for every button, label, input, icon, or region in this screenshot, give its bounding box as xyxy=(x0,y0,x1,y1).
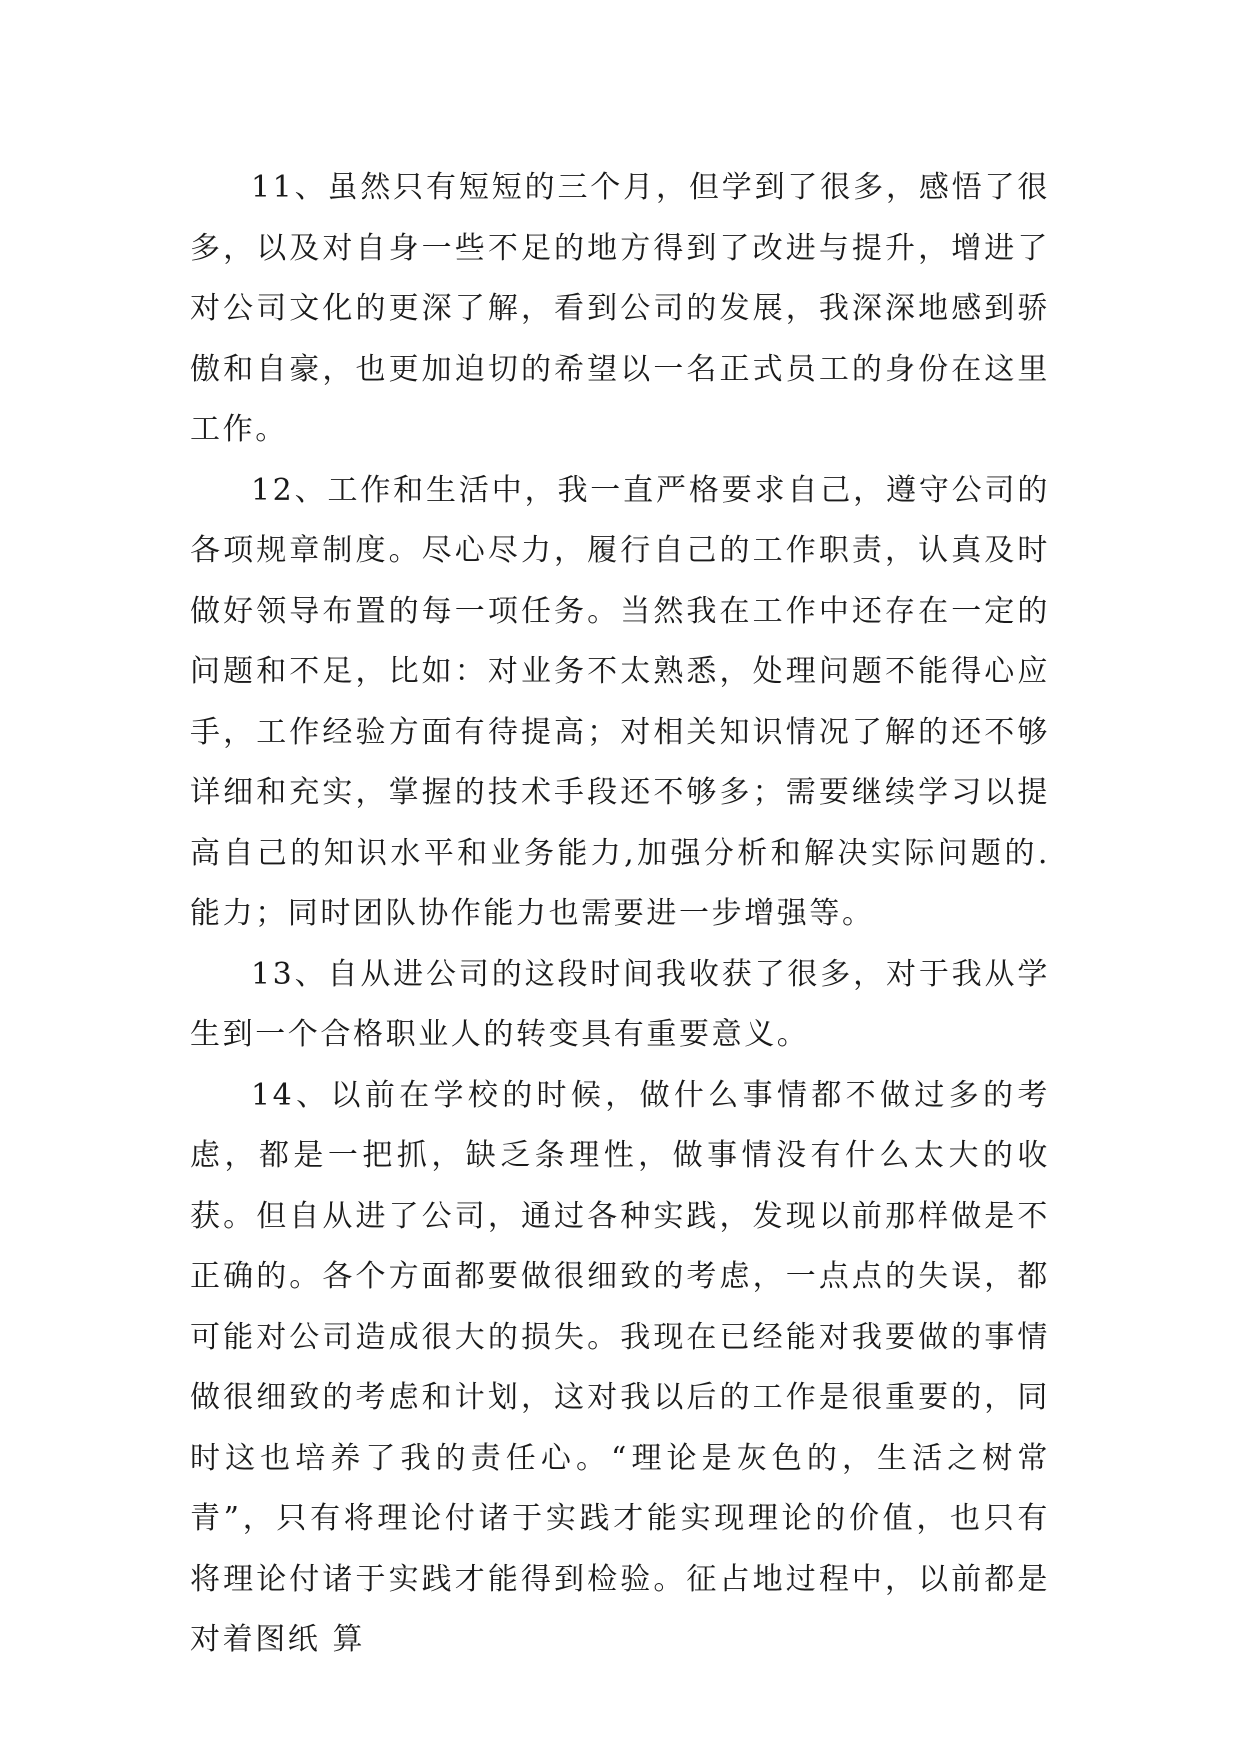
paragraph-14: 14、以前在学校的时候，做什么事情都不做过多的考虑，都是一把抓，缺乏条理性，做事情没有什么太大的收获。但自从进了公司，通过各种实践，发现以前那样做是不正确的。各个方面都要做很细致的考虑，一点点的失误，都可能对公司造成很大的损失。我现在已经能对我要做的事情做很细致的考虑和计划，这对我以后的工作是很重要的，同时这也培养了我的责任心。“理论是灰色的，生活之树常青”，只有将理论付诸于实践才能实现理论的价值，也只有将理论付诸于实践才能得到检验。征占地过程中，以前都是对着图纸 算 xyxy=(190,1077,1050,1657)
paragraph-13: 13、自从进公司的这段时间我收获了很多，对于我从学生到一个合格职业人的转变具有重要意义。 xyxy=(190,956,1050,1052)
paragraph-11: 11、虽然只有短短的三个月，但学到了很多，感悟了很多，以及对自身一些不足的地方得到了改进与提升，增进了对公司文化的更深了解，看到公司的发展，我深深地感到骄傲和自豪，也更加迫切的希望以一名正式员工的身份在这里工作。 xyxy=(190,170,1050,447)
document-body xyxy=(190,158,1050,1671)
paragraph-12: 12、工作和生活中，我一直严格要求自己，遵守公司的各项规章制度。尽心尽力，履行自己的工作职责，认真及时做好领导布置的每一项任务。当然我在工作中还存在一定的问题和不足，比如：对业务不太熟悉，处理问题不能得心应手，工作经验方面有待提高；对相关知识情况了解的还不够详细和充实，掌握的技术手段还不够多；需要继续学习以提高自己的知识水平和业务能力,加强分析和解决实际问题的.能力；同时团队协作能力也需要进一步增强等。 xyxy=(190,472,1050,931)
